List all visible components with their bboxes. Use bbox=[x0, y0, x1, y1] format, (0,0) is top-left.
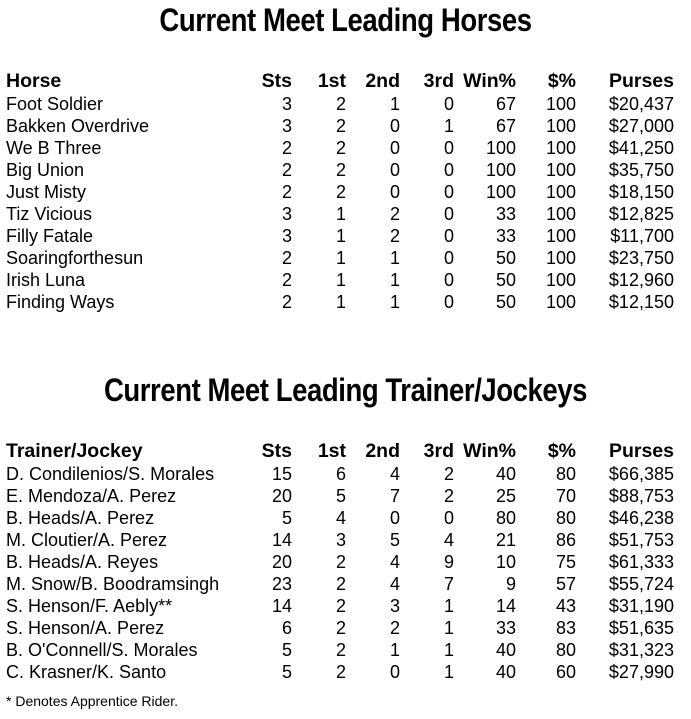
cell-dollar-pct: 100 bbox=[545, 204, 576, 224]
cell-dollar-pct: 43 bbox=[555, 596, 576, 616]
cell-purses: $12,825 bbox=[608, 204, 674, 224]
cell-thirds: 0 bbox=[443, 182, 454, 202]
cell-purses: $11,700 bbox=[610, 226, 674, 246]
cell-thirds: 9 bbox=[443, 552, 454, 572]
cell-thirds: 0 bbox=[443, 138, 454, 158]
cell-starts: 3 bbox=[281, 116, 292, 136]
cell-thirds: 1 bbox=[443, 116, 454, 136]
cell-win-pct: 50 bbox=[495, 292, 516, 312]
cell-dollar-pct: 70 bbox=[555, 486, 576, 506]
cell-purses: $41,250 bbox=[608, 138, 674, 158]
cell-firsts: 2 bbox=[335, 116, 346, 136]
cell-purses: $27,000 bbox=[608, 116, 674, 136]
cell-firsts: 2 bbox=[335, 182, 346, 202]
cell-win-pct: 10 bbox=[495, 552, 516, 572]
trainer-jockeys-table bbox=[6, 439, 674, 683]
cell-seconds: 4 bbox=[389, 574, 400, 594]
cell-name: Tiz Vicious bbox=[6, 204, 93, 224]
cell-starts: 20 bbox=[271, 552, 292, 572]
table-row bbox=[6, 507, 674, 529]
cell-win-pct: 9 bbox=[505, 574, 516, 594]
cell-name: D. Condilenios/S. Morales bbox=[6, 464, 215, 484]
header-firsts: 1st bbox=[317, 70, 346, 92]
cell-thirds: 0 bbox=[443, 270, 454, 290]
cell-thirds: 0 bbox=[443, 248, 454, 268]
cell-win-pct: 33 bbox=[495, 204, 516, 224]
cell-win-pct: 40 bbox=[495, 464, 516, 484]
cell-win-pct: 40 bbox=[495, 662, 516, 682]
cell-firsts: 2 bbox=[335, 138, 346, 158]
cell-dollar-pct: 60 bbox=[555, 662, 576, 682]
table-row bbox=[6, 203, 674, 225]
cell-win-pct: 25 bbox=[495, 486, 516, 506]
cell-win-pct: 14 bbox=[495, 596, 516, 616]
cell-thirds: 0 bbox=[443, 160, 454, 180]
cell-starts: 5 bbox=[281, 640, 292, 660]
table-row bbox=[6, 247, 674, 269]
cell-win-pct: 33 bbox=[495, 226, 516, 246]
table-row bbox=[6, 291, 674, 313]
cell-win-pct: 100 bbox=[485, 160, 516, 180]
cell-name: Foot Soldier bbox=[6, 94, 104, 114]
cell-seconds: 7 bbox=[389, 486, 400, 506]
cell-name: B. Heads/A. Reyes bbox=[6, 552, 159, 572]
cell-firsts: 2 bbox=[335, 662, 346, 682]
cell-name: C. Krasner/K. Santo bbox=[6, 662, 167, 682]
cell-purses: $66,385 bbox=[608, 464, 674, 484]
cell-purses: $12,150 bbox=[608, 292, 674, 312]
header-seconds: 2nd bbox=[365, 70, 400, 92]
cell-starts: 14 bbox=[271, 530, 292, 550]
cell-purses: $51,635 bbox=[608, 618, 674, 638]
cell-starts: 5 bbox=[281, 508, 292, 528]
cell-purses: $31,190 bbox=[608, 596, 674, 616]
table-row bbox=[6, 463, 674, 485]
header-thirds: 3rd bbox=[423, 440, 454, 462]
cell-firsts: 2 bbox=[335, 160, 346, 180]
cell-thirds: 1 bbox=[443, 618, 454, 638]
cell-starts: 2 bbox=[281, 292, 292, 312]
cell-name: B. O'Connell/S. Morales bbox=[6, 640, 198, 660]
header-win-pct: Win% bbox=[463, 70, 516, 92]
cell-firsts: 2 bbox=[335, 552, 346, 572]
cell-seconds: 1 bbox=[389, 640, 400, 660]
header-name: Trainer/Jockey bbox=[6, 440, 143, 462]
cell-name: M. Cloutier/A. Perez bbox=[6, 530, 168, 550]
cell-thirds: 0 bbox=[443, 508, 454, 528]
cell-starts: 3 bbox=[281, 226, 292, 246]
cell-firsts: 6 bbox=[335, 464, 346, 484]
cell-name: Bakken Overdrive bbox=[6, 116, 150, 136]
cell-dollar-pct: 100 bbox=[545, 94, 576, 114]
table-row bbox=[6, 551, 674, 573]
cell-purses: $12,960 bbox=[608, 270, 674, 290]
cell-starts: 14 bbox=[271, 596, 292, 616]
cell-thirds: 0 bbox=[443, 226, 454, 246]
cell-thirds: 0 bbox=[443, 94, 454, 114]
cell-dollar-pct: 57 bbox=[555, 574, 576, 594]
cell-thirds: 2 bbox=[443, 486, 454, 506]
cell-starts: 2 bbox=[281, 182, 292, 202]
cell-firsts: 2 bbox=[335, 618, 346, 638]
cell-starts: 2 bbox=[281, 160, 292, 180]
cell-dollar-pct: 100 bbox=[545, 248, 576, 268]
trainer-jockeys-table-body bbox=[6, 463, 674, 683]
cell-starts: 3 bbox=[281, 204, 292, 224]
cell-dollar-pct: 100 bbox=[545, 116, 576, 136]
header-dollar-pct: $% bbox=[547, 70, 576, 92]
cell-dollar-pct: 100 bbox=[545, 160, 576, 180]
cell-thirds: 7 bbox=[443, 574, 454, 594]
cell-purses: $55,724 bbox=[608, 574, 674, 594]
table-row bbox=[6, 93, 674, 115]
header-name: Horse bbox=[6, 70, 62, 92]
cell-starts: 2 bbox=[281, 248, 292, 268]
cell-seconds: 2 bbox=[389, 618, 400, 638]
header-win-pct: Win% bbox=[463, 440, 516, 462]
cell-win-pct: 100 bbox=[485, 182, 516, 202]
table-row bbox=[6, 115, 674, 137]
cell-dollar-pct: 100 bbox=[545, 182, 576, 202]
cell-purses: $27,990 bbox=[608, 662, 674, 682]
cell-dollar-pct: 80 bbox=[555, 508, 576, 528]
table-row bbox=[6, 661, 674, 683]
cell-dollar-pct: 100 bbox=[545, 138, 576, 158]
cell-firsts: 2 bbox=[335, 94, 346, 114]
cell-firsts: 5 bbox=[335, 486, 346, 506]
cell-firsts: 4 bbox=[335, 508, 346, 528]
table-row bbox=[6, 639, 674, 661]
cell-firsts: 1 bbox=[335, 204, 346, 224]
cell-seconds: 0 bbox=[389, 508, 400, 528]
cell-name: Irish Luna bbox=[6, 270, 86, 290]
cell-purses: $31,323 bbox=[608, 640, 674, 660]
cell-seconds: 2 bbox=[389, 226, 400, 246]
cell-seconds: 0 bbox=[389, 138, 400, 158]
table-row bbox=[6, 137, 674, 159]
cell-starts: 23 bbox=[271, 574, 292, 594]
header-purses: Purses bbox=[608, 440, 674, 462]
cell-name: Big Union bbox=[6, 160, 85, 180]
cell-purses: $88,753 bbox=[608, 486, 674, 506]
cell-dollar-pct: 80 bbox=[555, 464, 576, 484]
horses-title: Current Meet Leading Horses bbox=[159, 2, 532, 38]
header-firsts: 1st bbox=[317, 440, 346, 462]
cell-dollar-pct: 75 bbox=[555, 552, 576, 572]
cell-dollar-pct: 83 bbox=[555, 618, 576, 638]
cell-name: We B Three bbox=[6, 138, 102, 158]
cell-win-pct: 67 bbox=[495, 94, 516, 114]
header-dollar-pct: $% bbox=[547, 440, 576, 462]
footnote: * Denotes Apprentice Rider. bbox=[6, 693, 178, 709]
table-row bbox=[6, 595, 674, 617]
cell-starts: 6 bbox=[281, 618, 292, 638]
cell-dollar-pct: 100 bbox=[545, 226, 576, 246]
table-row bbox=[6, 617, 674, 639]
cell-dollar-pct: 86 bbox=[555, 530, 576, 550]
header-thirds: 3rd bbox=[423, 70, 454, 92]
cell-firsts: 1 bbox=[335, 248, 346, 268]
cell-firsts: 3 bbox=[335, 530, 346, 550]
table-row bbox=[6, 159, 674, 181]
cell-starts: 2 bbox=[281, 138, 292, 158]
cell-purses: $46,238 bbox=[608, 508, 674, 528]
header-seconds: 2nd bbox=[365, 440, 400, 462]
trainer-jockeys-header-row bbox=[6, 439, 674, 463]
cell-name: M. Snow/B. Boodramsingh bbox=[6, 574, 220, 594]
horses-table bbox=[6, 69, 674, 313]
table-row bbox=[6, 225, 674, 247]
cell-firsts: 1 bbox=[335, 270, 346, 290]
cell-seconds: 5 bbox=[389, 530, 400, 550]
cell-name: B. Heads/A. Perez bbox=[6, 508, 155, 528]
cell-seconds: 1 bbox=[389, 248, 400, 268]
cell-seconds: 1 bbox=[389, 270, 400, 290]
cell-thirds: 1 bbox=[443, 596, 454, 616]
table-row bbox=[6, 529, 674, 551]
cell-thirds: 2 bbox=[443, 464, 454, 484]
cell-firsts: 2 bbox=[335, 596, 346, 616]
cell-dollar-pct: 80 bbox=[555, 640, 576, 660]
cell-firsts: 1 bbox=[335, 292, 346, 312]
horses-header-row bbox=[6, 69, 674, 93]
table-row bbox=[6, 573, 674, 595]
cell-name: S. Henson/F. Aebly** bbox=[6, 596, 173, 616]
cell-dollar-pct: 100 bbox=[545, 270, 576, 290]
table-row bbox=[6, 485, 674, 507]
cell-win-pct: 50 bbox=[495, 270, 516, 290]
cell-name: Filly Fatale bbox=[6, 226, 94, 246]
header-starts: Sts bbox=[261, 70, 292, 92]
cell-starts: 15 bbox=[271, 464, 292, 484]
cell-name: E. Mendoza/A. Perez bbox=[6, 486, 177, 506]
table-row bbox=[6, 181, 674, 203]
cell-seconds: 4 bbox=[389, 552, 400, 572]
cell-thirds: 0 bbox=[443, 292, 454, 312]
cell-purses: $23,750 bbox=[608, 248, 674, 268]
cell-win-pct: 33 bbox=[495, 618, 516, 638]
cell-seconds: 0 bbox=[389, 116, 400, 136]
cell-starts: 3 bbox=[281, 94, 292, 114]
horses-table-body bbox=[6, 93, 674, 313]
cell-seconds: 3 bbox=[389, 596, 400, 616]
cell-seconds: 1 bbox=[389, 94, 400, 114]
cell-purses: $18,150 bbox=[608, 182, 674, 202]
cell-seconds: 4 bbox=[389, 464, 400, 484]
table-row bbox=[6, 269, 674, 291]
cell-seconds: 0 bbox=[389, 160, 400, 180]
cell-win-pct: 100 bbox=[485, 138, 516, 158]
cell-firsts: 2 bbox=[335, 640, 346, 660]
trainer-jockeys-title: Current Meet Leading Trainer/Jockeys bbox=[103, 372, 588, 408]
cell-purses: $35,750 bbox=[608, 160, 674, 180]
cell-name: Just Misty bbox=[6, 182, 87, 202]
cell-seconds: 2 bbox=[389, 204, 400, 224]
cell-firsts: 1 bbox=[335, 226, 346, 246]
cell-thirds: 1 bbox=[443, 640, 454, 660]
cell-dollar-pct: 100 bbox=[545, 292, 576, 312]
cell-seconds: 0 bbox=[389, 182, 400, 202]
header-starts: Sts bbox=[261, 440, 292, 462]
cell-win-pct: 50 bbox=[495, 248, 516, 268]
cell-seconds: 1 bbox=[389, 292, 400, 312]
cell-name: Finding Ways bbox=[6, 292, 115, 312]
cell-purses: $20,437 bbox=[608, 94, 674, 114]
cell-win-pct: 21 bbox=[495, 530, 516, 550]
cell-purses: $51,753 bbox=[608, 530, 674, 550]
cell-win-pct: 67 bbox=[495, 116, 516, 136]
cell-purses: $61,333 bbox=[608, 552, 674, 572]
cell-seconds: 0 bbox=[389, 662, 400, 682]
cell-win-pct: 80 bbox=[495, 508, 516, 528]
cell-win-pct: 40 bbox=[495, 640, 516, 660]
cell-name: S. Henson/A. Perez bbox=[6, 618, 165, 638]
cell-starts: 5 bbox=[281, 662, 292, 682]
cell-thirds: 4 bbox=[443, 530, 454, 550]
cell-firsts: 2 bbox=[335, 574, 346, 594]
cell-thirds: 1 bbox=[443, 662, 454, 682]
cell-starts: 2 bbox=[281, 270, 292, 290]
header-purses: Purses bbox=[608, 70, 674, 92]
cell-thirds: 0 bbox=[443, 204, 454, 224]
cell-name: Soaringforthesun bbox=[6, 248, 144, 268]
cell-starts: 20 bbox=[271, 486, 292, 506]
